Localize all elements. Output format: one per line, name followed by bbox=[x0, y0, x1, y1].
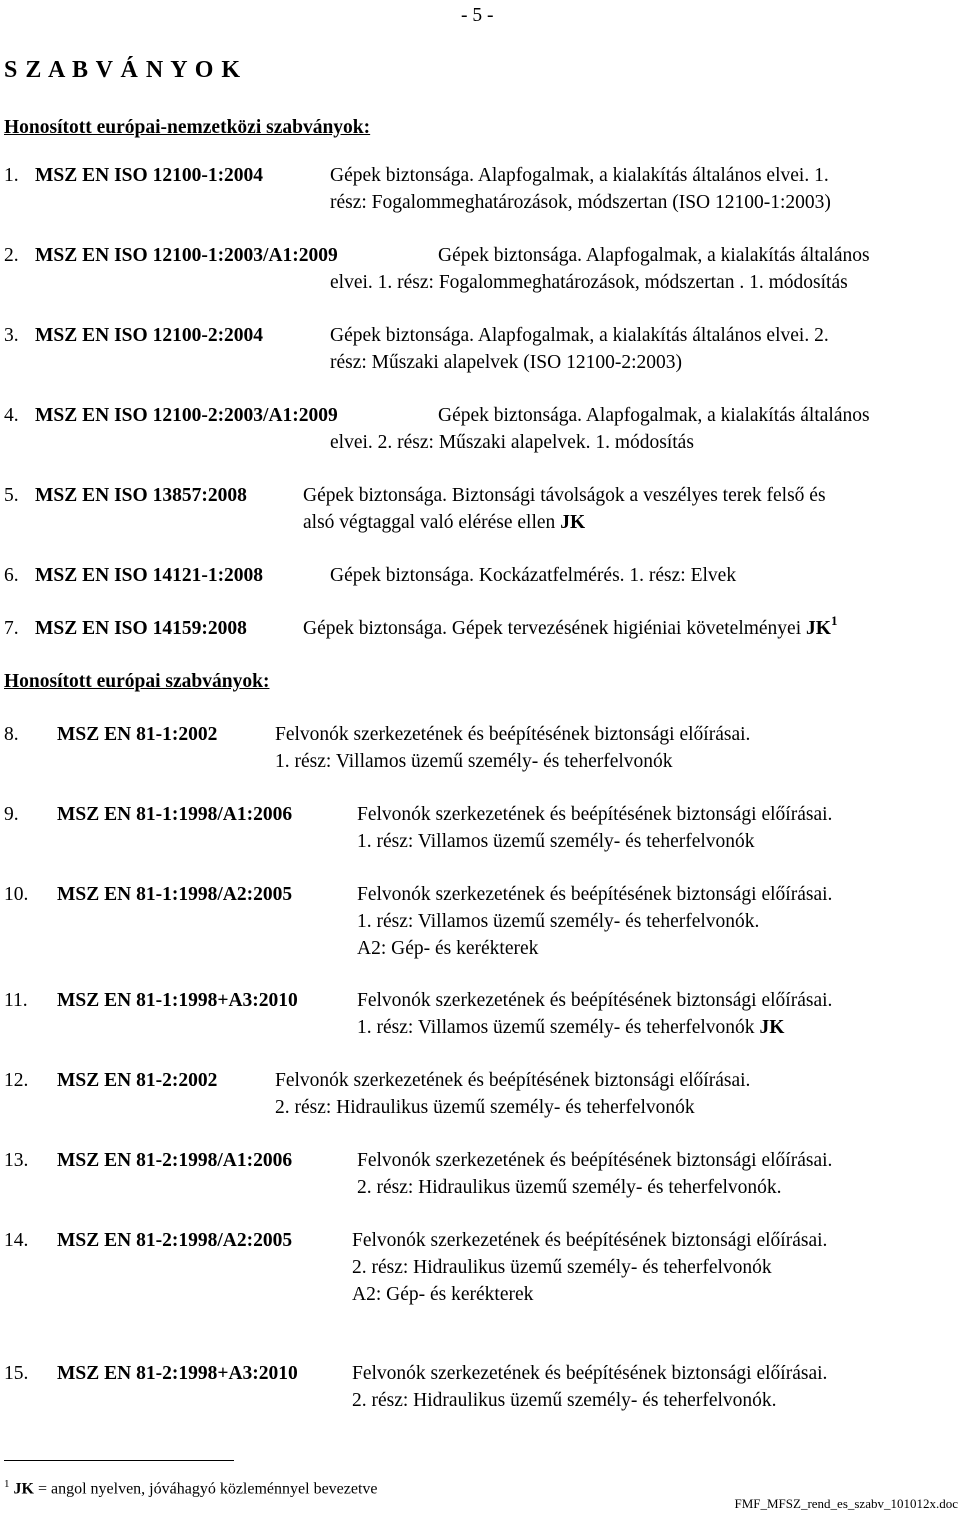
standard-title-line: Felvonók szerkezetének és beépítésének biztonsági előírásai. bbox=[352, 1230, 828, 1251]
standard-title-line: 2. rész: Hidraulikus üzemű személy- és teherfelvonók bbox=[275, 1097, 695, 1118]
standard-title-line: 1. rész: Villamos üzemű személy- és teherfelvonók bbox=[275, 751, 673, 772]
standard-code: MSZ EN ISO 12100-2:2004 bbox=[35, 325, 264, 346]
standard-title-line: A2: Gép- és kerékterek bbox=[357, 938, 539, 959]
standard-title-line: 2. rész: Hidraulikus üzemű személy- és teherfelvonók. bbox=[357, 1177, 782, 1198]
standard-code: MSZ EN 81-1:1998/A2:2005 bbox=[57, 884, 293, 905]
item-number: 15. bbox=[4, 1363, 29, 1384]
standard-title-line: Felvonók szerkezetének és beépítésének biztonsági előírásai. bbox=[357, 884, 833, 905]
standard-title-line: Gépek biztonsága. Alapfogalmak, a kialakítás általános elvei. 2. bbox=[330, 325, 829, 346]
standard-code: MSZ EN ISO 14121-1:2008 bbox=[35, 565, 264, 586]
item-number: 2. bbox=[4, 245, 19, 266]
standard-code: MSZ EN 81-1:1998+A3:2010 bbox=[57, 990, 298, 1011]
standard-title-line: 1. rész: Villamos üzemű személy- és teherfelvonók bbox=[357, 831, 755, 852]
document-title: S Z A B V Á N Y O K bbox=[4, 57, 242, 83]
standard-title-line: Felvonók szerkezetének és beépítésének biztonsági előírásai. bbox=[275, 724, 751, 745]
standard-title-line: Felvonók szerkezetének és beépítésének biztonsági előírásai. bbox=[357, 804, 833, 825]
jk-marker: JK bbox=[759, 1017, 785, 1038]
footnote-mark: 1 bbox=[4, 1478, 10, 1490]
standard-title-line: Gépek biztonsága. Biztonsági távolságok a veszélyes terek felső és bbox=[303, 485, 826, 506]
standard-code: MSZ EN ISO 13857:2008 bbox=[35, 485, 247, 506]
section-heading-european: Honosított európai szabványok: bbox=[4, 671, 270, 692]
standard-title-line-with-jk bbox=[357, 1014, 784, 1041]
standard-title-line: Gépek biztonsága. Alapfogalmak, a kialakítás általános bbox=[438, 405, 870, 426]
standard-code: MSZ EN 81-2:1998/A2:2005 bbox=[57, 1230, 293, 1251]
standard-code: MSZ EN 81-2:1998/A1:2006 bbox=[57, 1150, 293, 1171]
standard-title-line: Felvonók szerkezetének és beépítésének biztonsági előírásai. bbox=[352, 1363, 828, 1384]
item-number: 12. bbox=[4, 1070, 29, 1091]
standard-title-line: Gépek biztonsága. Kockázatfelmérés. 1. rész: Elvek bbox=[330, 565, 737, 586]
standard-title-line: Gépek biztonsága. Alapfogalmak, a kialakítás általános elvei. 1. bbox=[330, 165, 829, 186]
item-number: 14. bbox=[4, 1230, 29, 1251]
jk-marker: JK bbox=[560, 512, 586, 533]
standard-code: MSZ EN 81-1:1998/A1:2006 bbox=[57, 804, 293, 825]
standard-code: MSZ EN 81-1:2002 bbox=[57, 724, 218, 745]
item-number: 6. bbox=[4, 565, 19, 586]
footnote-reference[interactable]: 1 bbox=[830, 613, 838, 628]
item-number: 7. bbox=[4, 618, 19, 639]
standard-code: MSZ EN 81-2:2002 bbox=[57, 1070, 218, 1091]
standard-title-line: Gépek biztonsága. Alapfogalmak, a kialakítás általános bbox=[438, 245, 870, 266]
item-number: 4. bbox=[4, 405, 19, 426]
item-number: 9. bbox=[4, 804, 19, 825]
item-number: 11. bbox=[4, 990, 28, 1011]
standard-title-line: elvei. 1. rész: Fogalommeghatározások, módszertan . 1. módosítás bbox=[330, 272, 848, 293]
footnote bbox=[4, 1472, 378, 1501]
standard-title-line: 1. rész: Villamos üzemű személy- és teherfelvonók. bbox=[357, 911, 760, 932]
standard-title-text: 1. rész: Villamos üzemű személy- és teherfelvonók bbox=[357, 1017, 755, 1038]
item-number: 1. bbox=[4, 165, 19, 186]
standard-title-line: 2. rész: Hidraulikus üzemű személy- és teherfelvonók. bbox=[352, 1390, 777, 1411]
standard-code: MSZ EN ISO 12100-1:2004 bbox=[35, 165, 264, 186]
standard-title-line: Felvonók szerkezetének és beépítésének biztonsági előírásai. bbox=[357, 1150, 833, 1171]
jk-marker: JK bbox=[806, 618, 831, 639]
standard-title-line: Felvonók szerkezetének és beépítésének biztonsági előírásai. bbox=[357, 990, 833, 1011]
item-number: 3. bbox=[4, 325, 19, 346]
item-number: 13. bbox=[4, 1150, 29, 1171]
standard-title-line-with-jk bbox=[303, 509, 585, 536]
standard-title-line: rész: Fogalommeghatározások, módszertan (ISO 12100-1:2003) bbox=[330, 192, 831, 213]
footnote-separator bbox=[4, 1460, 234, 1461]
item-number: 10. bbox=[4, 884, 29, 905]
page-number: - 5 - bbox=[461, 5, 494, 26]
standard-code: MSZ EN ISO 14159:2008 bbox=[35, 618, 247, 639]
standard-code: MSZ EN ISO 12100-2:2003/A1:2009 bbox=[35, 405, 338, 426]
section-heading-international: Honosított európai-nemzetközi szabványok: bbox=[4, 117, 371, 138]
standard-title-line: elvei. 2. rész: Műszaki alapelvek. 1. módosítás bbox=[330, 432, 694, 453]
standard-code: MSZ EN ISO 12100-1:2003/A1:2009 bbox=[35, 245, 338, 266]
standard-title-line: A2: Gép- és kerékterek bbox=[352, 1284, 534, 1305]
footnote-term: JK bbox=[13, 1480, 34, 1498]
standard-title-line: rész: Műszaki alapelvek (ISO 12100-2:2003) bbox=[330, 352, 682, 373]
footnote-text: = angol nyelven, jóváhagyó közleménnyel bevezetve bbox=[33, 1480, 378, 1498]
standard-code: MSZ EN 81-2:1998+A3:2010 bbox=[57, 1363, 298, 1384]
standard-title-line: 2. rész: Hidraulikus üzemű személy- és teherfelvonók bbox=[352, 1257, 772, 1278]
item-number: 8. bbox=[4, 724, 19, 745]
item-number: 5. bbox=[4, 485, 19, 506]
standard-title-text: alsó végtaggal való elérése ellen bbox=[303, 512, 556, 533]
standard-title-line: Felvonók szerkezetének és beépítésének biztonsági előírásai. bbox=[275, 1070, 751, 1091]
standard-title-line-with-jk bbox=[303, 615, 837, 642]
standard-title-text: Gépek biztonsága. Gépek tervezésének higiéniai követelményei bbox=[303, 618, 802, 639]
footer-filename: FMF_MFSZ_rend_es_szabv_101012x.doc bbox=[734, 1496, 958, 1511]
